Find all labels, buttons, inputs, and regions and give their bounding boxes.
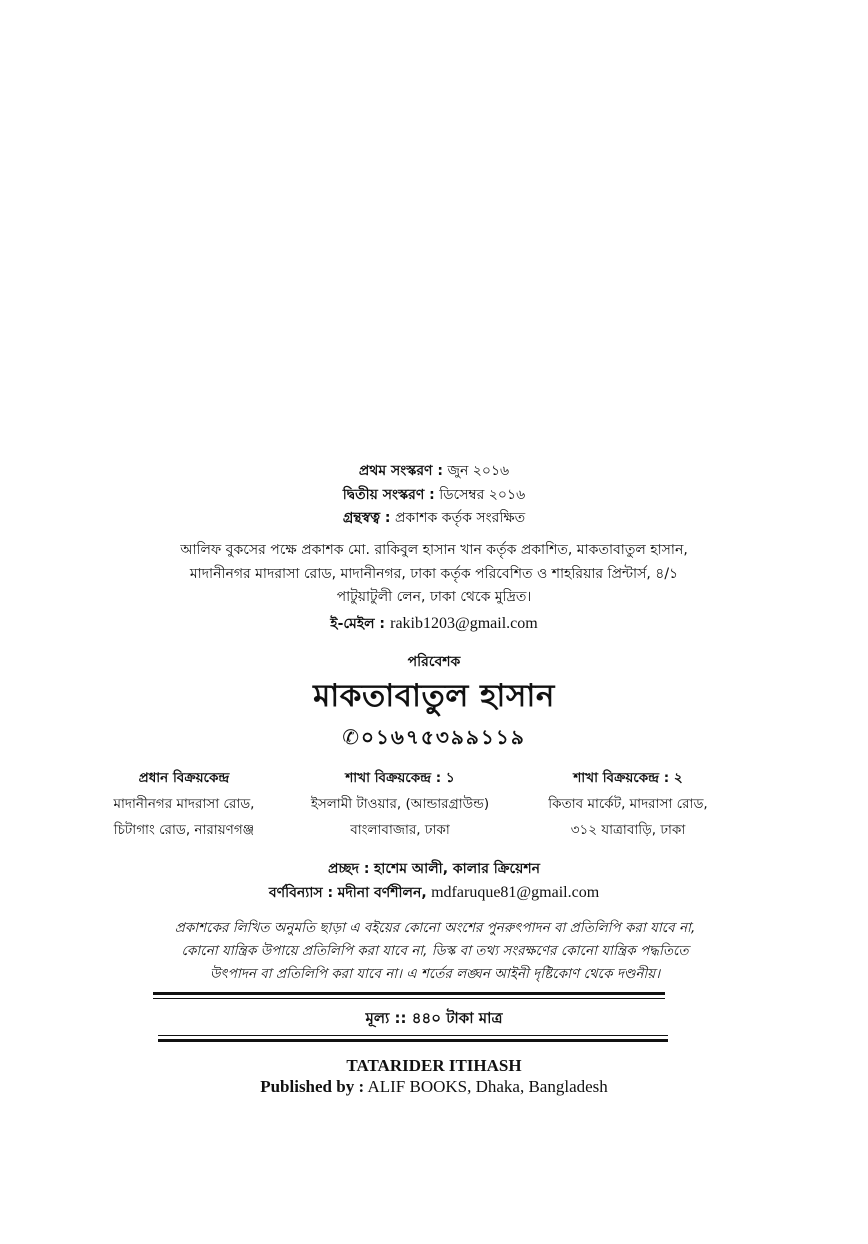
distributor-name: মাকতাবাতুল হাসান [313,678,555,714]
distributor-label: পরিবেশক [407,654,461,670]
typeset-credit-line [0,881,868,905]
second-edition-line [0,483,868,507]
sales-center-address-2: ৩১২ যাত্রাবাড়ি, ঢাকা [570,822,686,838]
sales-center-address-2: বাংলাবাজার, ঢাকা [350,822,450,838]
copyright-line [0,506,868,530]
english-book-title: TATARIDER ITIHASH [346,1056,522,1075]
english-published-label: Published by : [260,1077,365,1096]
publisher-line-3: পাটুয়াটুলী লেন, ঢাকা থেকে মুদ্রিত। [336,589,532,605]
notice-line-1: প্রকাশকের লিখিত অনুমতি ছাড়া এ বইয়ের কোনো অংশের পুনরুৎপাদন বা প্রতিলিপি করা যাবে না, [174,920,696,936]
copyright-label: গ্রন্থস্বত্ব : [342,510,391,526]
sales-center-title: প্রধান বিক্রয়কেন্দ্র [138,770,230,786]
price-text: মূল্য :: ৪৪০ টাকা মাত্র [365,1009,503,1027]
english-publisher-line [0,1077,868,1097]
first-edition-line [0,459,868,483]
first-edition-label: প্রথম সংস্করণ : [358,463,443,479]
sales-center-branch-2 [498,765,758,843]
english-published-value: ALIF BOOKS, Dhaka, Bangladesh [367,1077,608,1096]
email-value: rakib1203@gmail.com [390,615,538,632]
sales-center-title: শাখা বিক্রয়কেন্দ্র : ১ [345,770,455,786]
publisher-line-1: আলিফ বুকসের পক্ষে প্রকাশক মো. রাকিবুল হাসান খান কর্তৃক প্রকাশিত, মাকতাবাতুল হাসান, [180,542,688,558]
copyright-value: প্রকাশক কর্তৃক সংরক্ষিত [394,510,526,526]
sales-center-address-1: মাদানীনগর মাদরাসা রোড, [113,796,255,812]
cover-credit-value: হাশেম আলী, কালার ক্রিয়েশন [373,861,541,877]
sales-center-address-1: কিতাব মার্কেট, মাদরাসা রোড, [548,796,708,812]
typeset-credit-email: mdfaruque81@gmail.com [431,884,600,901]
sales-center-title: শাখা বিক্রয়কেন্দ্র : ২ [573,770,683,786]
notice-line-3: উৎপাদন বা প্রতিলিপি করা যাবে না। এ শর্তের লঙ্ঘন আইনী দৃষ্টিকোণ থেকে দণ্ডনীয়। [209,966,661,982]
second-edition-value: ডিসেম্বর ২০১৬ [439,487,526,503]
notice-line-2: কোনো যান্ত্রিক উপায়ে প্রতিলিপি করা যাবে না, ডিস্ক বা তথ্য সংরক্ষণের কোনো যান্ত্রিক পদ্ধতিতে [181,943,689,959]
publisher-line-2: মাদানীনগর মাদরাসা রোড, মাদানীনগর, ঢাকা কর্তৃক পরিবেশিত ও শাহরিয়ার প্রিন্টার্স, ৪/১ [189,566,679,582]
typeset-credit-value: মদীনা বর্ণশীলন, [337,885,427,901]
cover-credit-label: প্রচ্ছদ : [327,861,370,877]
reproduction-notice [120,917,750,986]
first-edition-value: জুন ২০১৬ [447,463,510,479]
price-bottom-rule-thick [158,1039,668,1042]
price-top-rule-thick [153,992,665,995]
typeset-credit-label: বর্ণবিন্যাস : [268,885,334,901]
sales-center-branch-1 [270,765,530,843]
second-edition-label: দ্বিতীয় সংস্করণ : [342,487,435,503]
email-label: ই-মেইল : [330,616,386,632]
sales-center-address-2: চিটাগাং রোড, নারায়ণগঞ্জ [113,822,255,838]
cover-credit-line [0,857,868,881]
sales-center-address-1: ইসলামী টাওয়ার, (আন্ডারগ্রাউন্ড) [310,796,490,812]
price-bottom-rule-thin [158,1035,668,1036]
distributor-phone: ✆০১৬৭৫৩৯৯১১৯ [342,725,526,749]
price-top-rule-thin [153,998,665,999]
email-line [0,612,868,636]
